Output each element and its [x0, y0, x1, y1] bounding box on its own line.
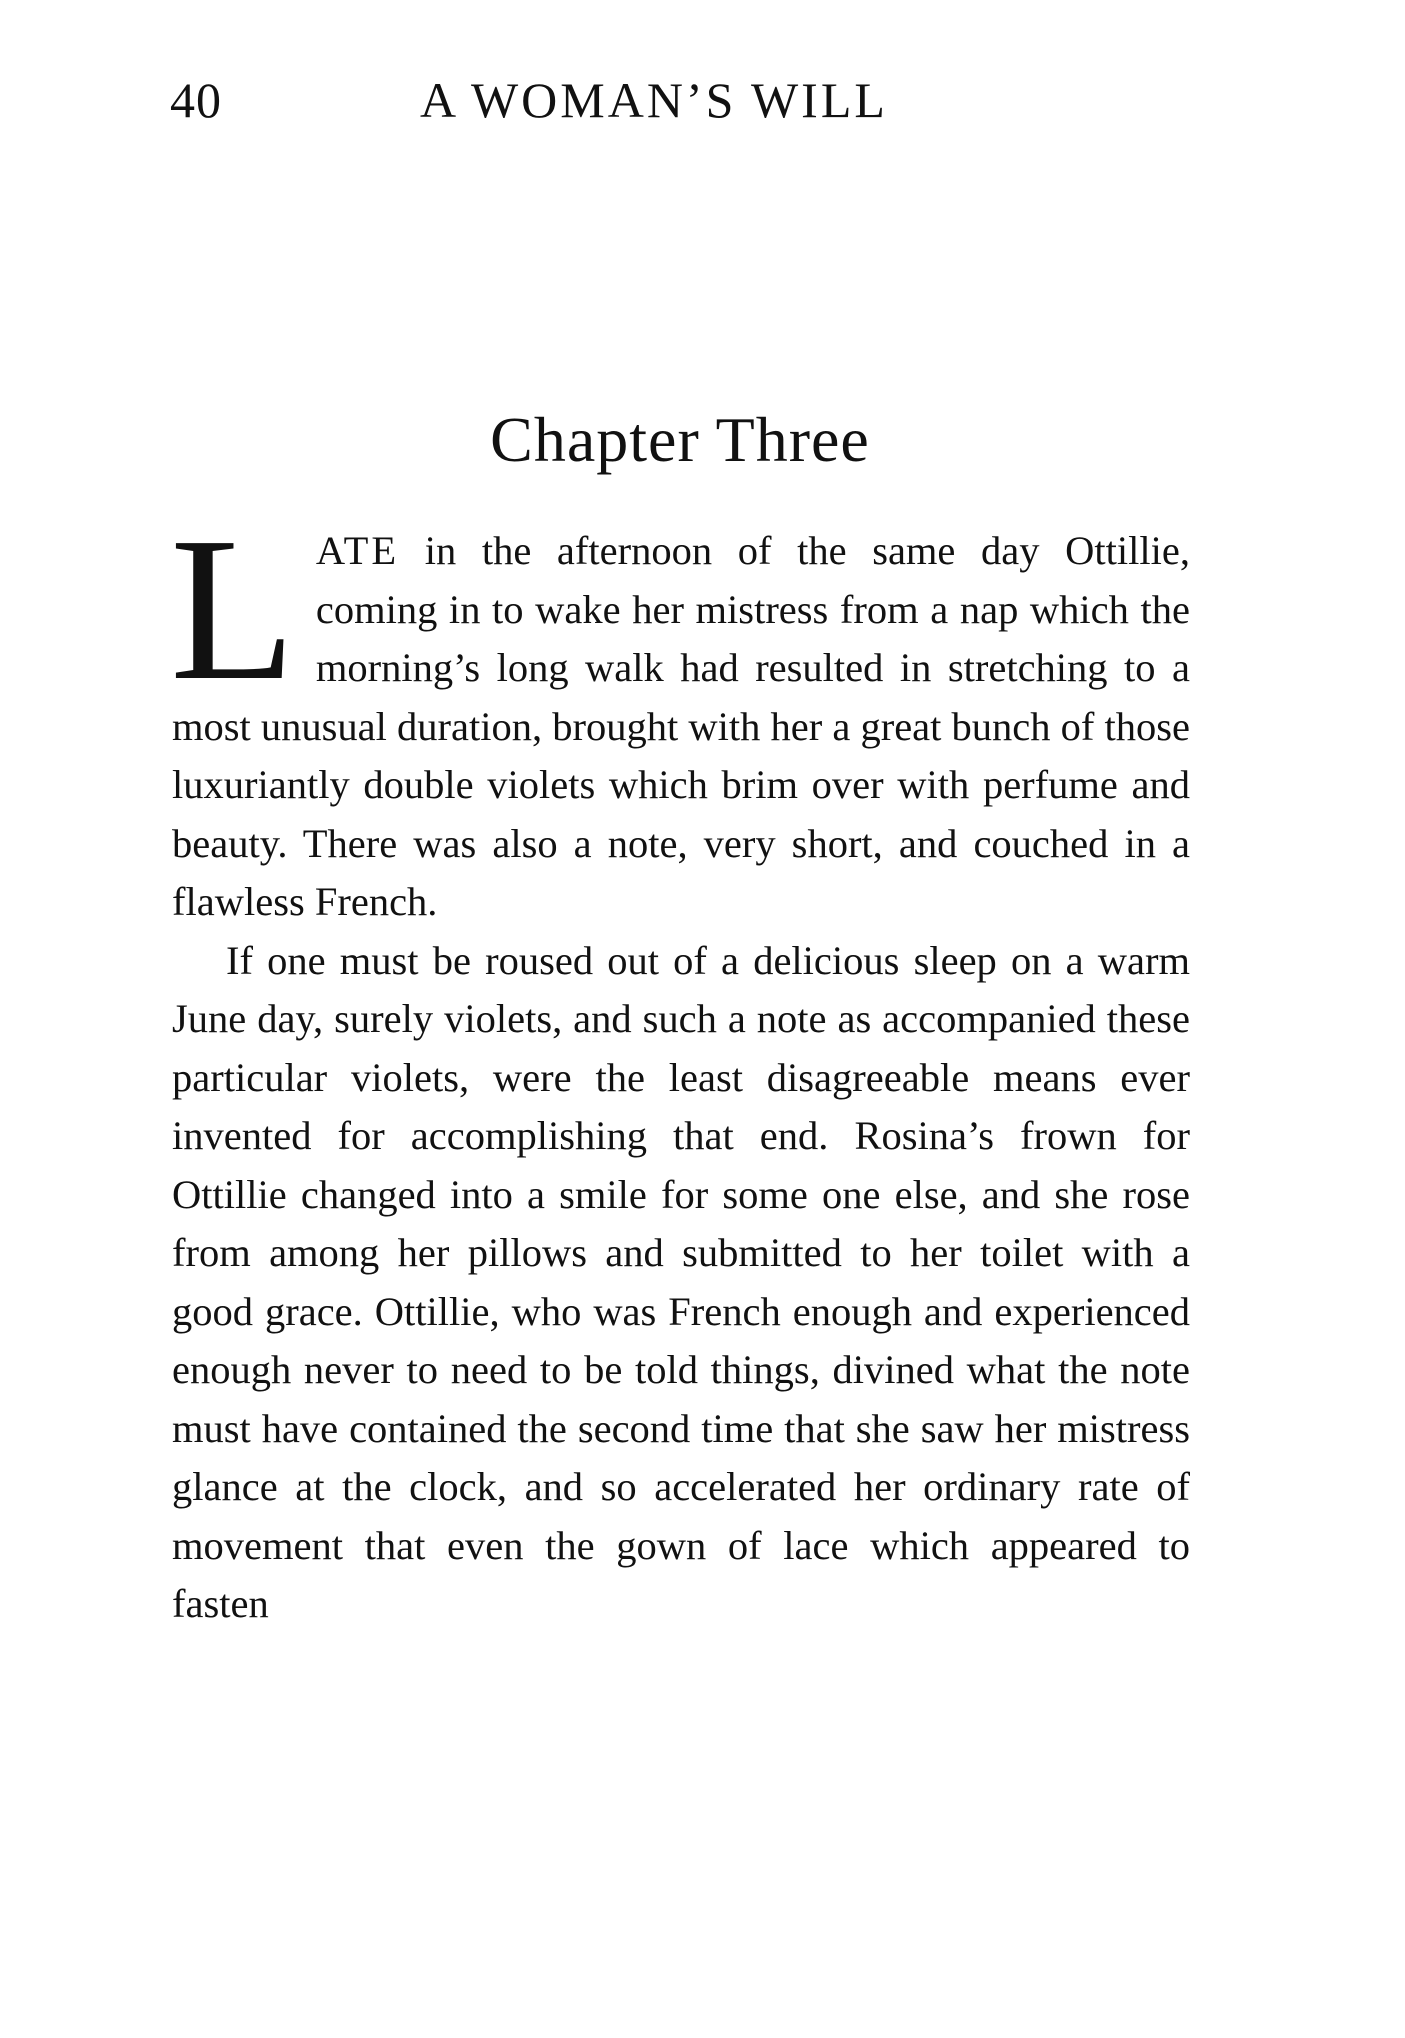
running-title: A WOMAN’S WILL: [420, 72, 888, 128]
running-head: [170, 70, 1190, 130]
paragraph-1-text: in the afternoon of the same day Ottillie, coming in to wake her mistress from a nap which the morning’s long walk had resulted in stretching to a most unusual duration, brought with her a great bunch of those luxuriantly double violets which brim over with perfume and beauty. There was also a note, very short, and couched in a flawless French.: [172, 528, 1190, 924]
paragraph-1: [170, 494, 1190, 932]
paragraph-2: If one must be roused out of a delicious sleep on a warm June day, surely violets, and such a note as accompanied these particular violets, were the least disagreeable means ever invented for accomplishing that end. Rosina’s frown for Ottillie changed into a smile for some one else, and she rose from among her pillows and submitted to her toilet with a good grace. Ottillie, who was French enough and experienced enough never to need to be told things, divined what the note must have contained the second time that she saw her mistress glance at the clock, and so accelerated her ordinary rate of movement that even the gown of lace which appeared to fasten: [172, 937, 1190, 1626]
chapter-title: Chapter Three: [490, 404, 870, 475]
page-number: 40: [170, 72, 222, 128]
body-text: [170, 494, 1190, 1634]
paragraph-lead-caps: ATE: [315, 528, 400, 573]
drop-cap: L: [170, 494, 296, 723]
